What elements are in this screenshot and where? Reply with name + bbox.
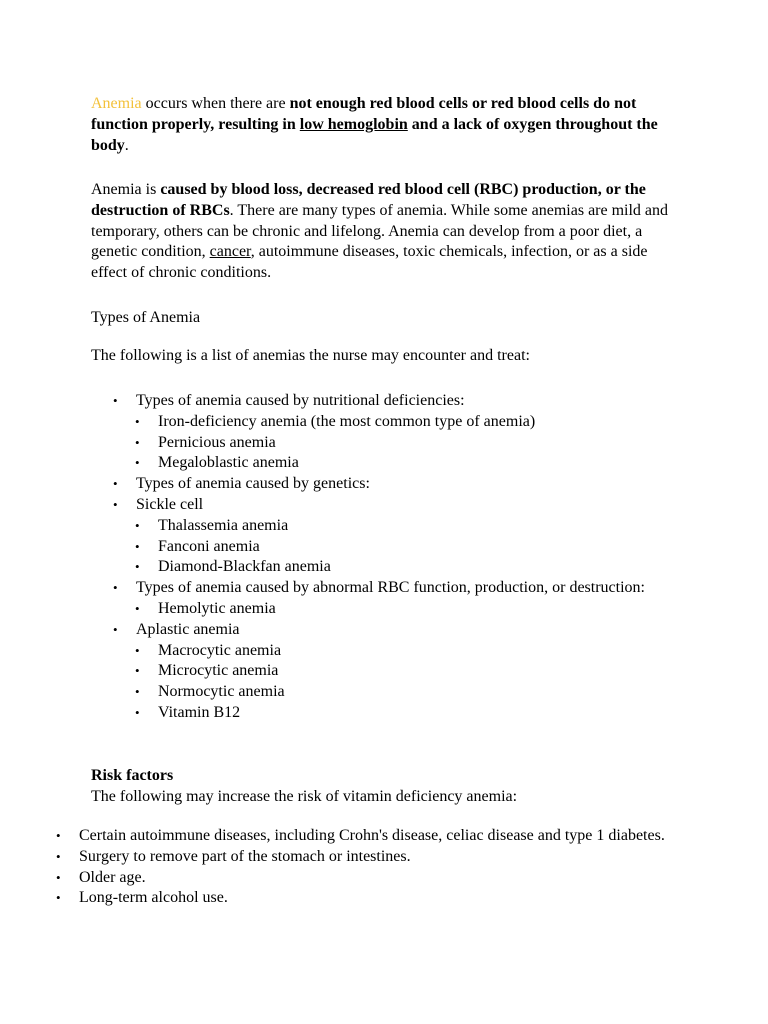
bullet-icon: • <box>135 559 140 575</box>
anemia-subtype-item <box>113 516 673 537</box>
intro-bold-text-end: and a lack of oxygen throughout the body <box>91 115 658 154</box>
anemia-subtype-item <box>113 703 673 724</box>
bullet-icon: • <box>113 496 118 512</box>
list-item-text: Aplastic anemia <box>136 620 240 638</box>
list-item-text: Megaloblastic anemia <box>158 454 299 472</box>
list-item-text: Certain autoimmune diseases, including Crohn's disease, celiac disease and type 1 diabetes. <box>79 827 665 844</box>
list-item-text: Iron-deficiency anemia (the most common type of anemia) <box>158 412 536 430</box>
bullet-icon: • <box>113 393 118 408</box>
list-item-text: Fanconi anemia <box>158 537 260 555</box>
anemia-subtype-item <box>113 599 673 620</box>
anemia-type-item <box>113 391 673 412</box>
causes-text-start: Anemia is <box>91 181 161 198</box>
bullet-icon: • <box>113 476 118 492</box>
list-item-text: Long-term alcohol use. <box>79 889 228 907</box>
risk-factor-item <box>56 868 676 889</box>
bullet-icon: • <box>135 538 140 554</box>
anemia-subtype-item <box>113 433 673 454</box>
types-intro: The following is a list of anemias the nurse may encounter and treat: <box>91 347 530 364</box>
list-item-text: Macrocytic anemia <box>158 641 282 659</box>
list-item-text: Hemolytic anemia <box>158 599 276 617</box>
causes-paragraph <box>91 180 681 284</box>
list-item-text: Types of anemia caused by nutritional deficiencies: <box>136 392 465 409</box>
bullet-icon: • <box>135 642 140 658</box>
list-item-text: Older age. <box>79 868 146 886</box>
anemia-subtype-item <box>113 453 673 474</box>
bullet-icon: • <box>135 704 140 720</box>
list-item-text: Sickle cell <box>136 495 204 513</box>
bullet-icon: • <box>135 413 140 429</box>
anemia-type-item <box>113 474 673 495</box>
intro-paragraph <box>91 94 681 156</box>
anemia-type-item <box>113 495 673 516</box>
causes-text-end: , autoimmune diseases, toxic chemicals, infection, or as a side effect of chronic conditions. <box>91 243 648 282</box>
risk-factors-heading: Risk factors <box>91 767 174 784</box>
causes-text-middle: . There are many types of anemia. While some anemias are mild and temporary, others can be chronic and lifelong. Anemia can develop from a poor diet, a genetic condition, <box>91 201 669 261</box>
list-item-text: Thalassemia anemia <box>158 516 289 534</box>
bullet-icon: • <box>135 663 140 679</box>
anemia-highlighted-term: Anemia <box>91 95 142 112</box>
list-item-text: Vitamin B12 <box>158 703 241 721</box>
intro-period: . <box>124 136 129 154</box>
bullet-icon: • <box>135 600 140 616</box>
bullet-icon: • <box>135 684 140 700</box>
anemia-subtype-item <box>113 537 673 558</box>
risk-factor-item <box>56 847 676 868</box>
causes-bold-text: caused by blood loss, decreased red blood cell (RBC) production, or the destruction of RBCs <box>91 181 646 219</box>
risk-factors-list <box>56 826 676 909</box>
bullet-icon: • <box>113 621 118 637</box>
bullet-icon: • <box>56 890 61 906</box>
anemia-types-list <box>113 391 673 724</box>
list-item-text: Normocytic anemia <box>158 683 285 701</box>
list-item-text: Microcytic anemia <box>158 662 279 680</box>
intro-text: occurs when there are <box>141 95 290 112</box>
bullet-icon: • <box>135 434 140 450</box>
bullet-icon: • <box>135 455 140 471</box>
intro-bold-text: not enough red blood cells or red blood cells do not function properly, resulting in <box>91 95 637 133</box>
cancer-link[interactable]: cancer <box>209 243 251 261</box>
anemia-subtype-item <box>113 641 673 662</box>
anemia-subtype-item <box>113 682 673 703</box>
anemia-subtype-item <box>113 412 673 433</box>
bullet-icon: • <box>135 517 140 533</box>
list-item-text: Types of anemia caused by abnormal RBC function, production, or destruction: <box>136 579 645 597</box>
bullet-icon: • <box>56 869 61 885</box>
anemia-subtype-item <box>113 661 673 682</box>
bullet-icon: • <box>113 580 118 596</box>
bullet-icon: • <box>56 848 61 864</box>
risk-factor-item <box>56 826 676 847</box>
bullet-icon: • <box>56 828 61 843</box>
anemia-type-item <box>113 620 673 641</box>
low-hemoglobin-underlined: low hemoglobin <box>299 115 408 133</box>
list-item-text: Diamond-Blackfan anemia <box>158 558 331 576</box>
risk-factors-intro: The following may increase the risk of vitamin deficiency anemia: <box>91 788 518 805</box>
list-item-text: Surgery to remove part of the stomach or intestines. <box>79 847 411 865</box>
anemia-type-item <box>113 578 673 599</box>
types-heading: Types of Anemia <box>91 309 201 326</box>
risk-factor-item <box>56 888 676 909</box>
anemia-subtype-item <box>113 557 673 578</box>
list-item-text: Pernicious anemia <box>158 433 276 451</box>
list-item-text: Types of anemia caused by genetics: <box>136 475 370 493</box>
